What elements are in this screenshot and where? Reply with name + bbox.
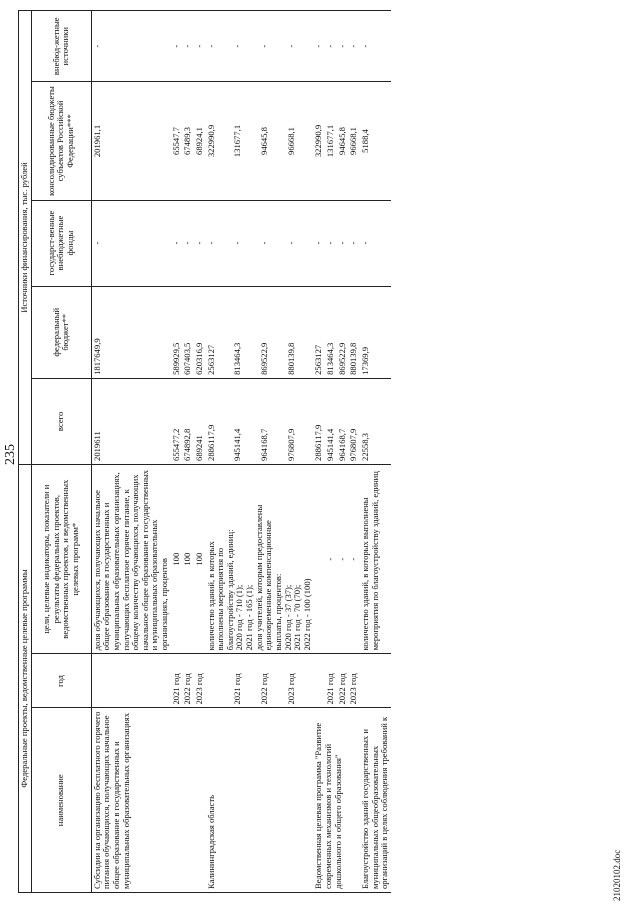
- header-group-sources: Источники финансирования, тыс. рублей: [19, 11, 32, 465]
- header-federal: федеральный бюджет**: [31, 286, 91, 378]
- table-row: 2023 год - 976807,9 880139,8 - 96668,1 -: [348, 11, 360, 893]
- header-indicator: цели, целевые индикаторы, показатели и результаты федеральных проектов, ведомственных проектов, и ведомственных целевых программ*: [31, 464, 91, 653]
- table-row: Калининградская область количество зданий, в которых выполнены мероприятия по благоустройству зданий, единиц: 2020 год - 710 (1); 2021 год - 165 (1); доля учителей, которым предоставлены единовременные компенсационные выплаты, процентов: 2020 год - 37 (37); 2021 год - 70 (70); 2022 год - 100 (100) 2886117,9 2563127 - 322990,9 -: [206, 11, 233, 893]
- table-row: Субсидии на организацию бесплатного горячего питания обучающихся, получающих начальное общее образование в государственных и муниципальных образовательных организациях доля обучающихся, получающих начальное общее образование в государственных и муниципальных образовательных организациях, получающих бесплатное горячее питание, к общему количеству обучающихся, получающих начальное общее образование в государственных и муниципальных образовательных организациях, процентов 2019611 1817649,9 - 201961,1 -: [91, 11, 171, 893]
- section-name: Ведомственная целевая программа "Развитие современных механизмов и технологий дошкольного и общего образования": [313, 708, 360, 893]
- header-group-projects: Федеральные проекты, ведомственные целевые программы: [19, 464, 32, 892]
- table-row: 2021 год 100 655477,2 589929,5 - 65547,7 -: [171, 11, 183, 893]
- financing-table: [18, 10, 391, 893]
- table-row: 2022 год 964168,7 869522,9 - 94645,8 -: [259, 11, 286, 893]
- section-name: Калининградская область: [206, 708, 314, 893]
- table-row: 2021 год 945141,4 813464,3 - 131677,1 -: [232, 11, 259, 893]
- header-name: наименование: [31, 708, 91, 893]
- header-total: всего: [31, 378, 91, 464]
- document-id: 21020102.doc: [612, 849, 622, 901]
- section-name: Субсидии на организацию бесплатного горячего питания обучающихся, получающих начальное общее образование в государственных и муниципальных образовательных организациях: [91, 708, 205, 893]
- table-row: 2021 год - 945141,4 813464,3 - 131677,1 -: [325, 11, 337, 893]
- header-extrabudget: внебюд-жетные источники: [31, 11, 91, 82]
- table-row: Благоустройство зданий государственных и муниципальных общеобразовательных организаций в целях соблюдения требований к количество зданий, в которых выполнены мероприятия по благоустройству зданий, единиц 22558,3 17369,9 - 5188,4 -: [360, 11, 391, 893]
- header-state-funds: государст-венные внебюджетные фонды: [31, 200, 91, 286]
- table-row: Ведомственная целевая программа "Развитие современных механизмов и технологий дошкольного и общего образования" 2886117,9 2563127 - 322990,9 -: [313, 11, 325, 893]
- table-row: 2022 год 100 674892,8 607403,5 - 67489,3 -: [182, 11, 194, 893]
- indicator-text: количество зданий, в которых выполнены мероприятия по благоустройству зданий, единиц: [360, 464, 391, 653]
- indicator-text: количество зданий, в которых выполнены мероприятия по благоустройству зданий, единиц: 2020 год - 710 (1); 2021 год - 165 (1); доля учителей, которым предоставлены единовременные компенсационные выплаты, процентов: 2020 год - 37 (37); 2021 год - 70 (70); 2022 год - 100 (100): [206, 464, 314, 653]
- indicator-text: доля обучающихся, получающих начальное общее образование в государственных и муниципальных образовательных организациях, получающих бесплатное горячее питание, к общему количеству обучающихся, получающих начальное общее образование в государственных и муниципальных образовательных организациях, процентов: [91, 464, 171, 653]
- header-year: год: [31, 654, 91, 708]
- table-row: 2023 год 100 689241 620316,9 - 68924,1 -: [194, 11, 206, 893]
- section-name: Благоустройство зданий государственных и муниципальных общеобразовательных организаций в целях соблюдения требований к: [360, 708, 391, 893]
- table-row: 2022 год - 964168,7 869522,9 - 94645,8 -: [337, 11, 349, 893]
- header-regional: консолидированные бюджеты субъектов Российской Федерации***: [31, 82, 91, 200]
- page-number: 235: [3, 444, 18, 465]
- table-row: 2023 год 976807,9 880139,8 - 96668,1 -: [286, 11, 313, 893]
